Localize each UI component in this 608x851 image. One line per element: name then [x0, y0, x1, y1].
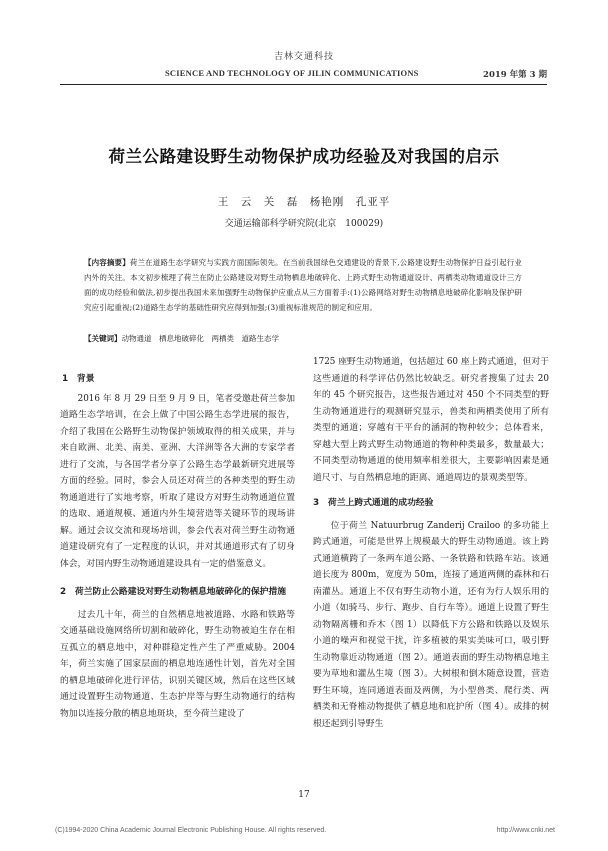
abstract-text: 荷兰在道路生态学研究与实践方面国际领先。在当前我国绿色交通建设的背景下,公路建设野生动物保护日益引起行业内外的关注。本文初步梳理了荷兰在防止公路建设对野生动物栖息地破碎化、上跨式野生动物通道设计、两栖类动物通道设计三方面的成功经验和做法,初步提出我国未来加强野生动物保护应重点从三方面着手:(1)公路网络对野生动物栖息地破碎化影响及保护研究应引起重视;(2)道路生态学的基础性研究应得到加强;(3)重视标准规范的制定和应用。: [84, 258, 522, 312]
authors: 王 云 关 磊 杨艳刚 孔亚平: [217, 196, 391, 208]
section-1-paragraph: 2016 年 8 月 29 日至 9 月 9 日，笔者受邀赴荷兰参加道路生态学培训，在会上做了中国公路生态学进展的报告，介绍了我国在公路野生动物保护领域取得的相关成果，并与来自欧洲、北美、南美、亚洲、大洋洲等各大洲的专家学者进行了交流，与各国学者分享了公路生态学最新研究进展等方面的经验。同时，参会人员还对荷兰的各种类型的野生动物通道进行了实地考察，听取了建设方对野生动物通道位置的选取、通道规模、通道内外生境营造等关键环节的现场讲解。通过会议交流和现场培训，参会代表对荷兰野生动物通道建设研究有了一定程度的认识，并对其通道形式有了切身体会，对国内野生动物通道建设具有一定的借鉴意义。: [60, 393, 295, 569]
keywords: [84, 331, 522, 346]
header-rule: [60, 84, 547, 85]
abstract-label: 【内容摘要】: [84, 258, 130, 267]
article-title: 荷兰公路建设野生动物保护成功经验及对我国的启示: [108, 147, 500, 166]
section-2-heading: 2 荷兰防止公路建设对野生动物栖息地破碎化的保护措施: [60, 587, 287, 597]
keywords-text: 动物通道 栖息地破碎化 两栖类 道路生态学: [121, 334, 279, 343]
copyright-footer: [55, 827, 555, 834]
abstract: [84, 255, 522, 315]
section-3-heading: 3 荷兰上跨式通道的成功经验: [313, 498, 434, 508]
right-column: [313, 354, 549, 732]
journal-name-en: SCIENCE AND TECHNOLOGY OF JILIN COMMUNICATIONS: [165, 68, 419, 78]
section-2-continued-paragraph: 1725 座野生动物通道，包括超过 60 座上跨式通道，但对于这些通道的科学评估仍然比较缺乏。研究者搜集了过去 20 年的 45 个研究报告，这些报告通过对 450 个不同类型的野生动物通道进行的观测研究显示，兽类和两栖类使用了所有类型的通道；穿越有干平台的涵洞的物种较少；总体看来，穿越大型上跨式野生动物通道的物种种类最多，数量最大；不同类型动物通道的使用频率相差很大，主要影响因素是通道尺寸、与自然栖息地的距离、通道周边的景观类型等。: [313, 357, 549, 483]
section-1-heading: 1 背景: [62, 374, 95, 384]
copyright-text: (C)1994-2020 China Academic Journal Electronic Publishing House. All rights reserved.: [55, 827, 327, 834]
keywords-label: 【关键词】: [84, 334, 122, 343]
section-3-paragraph: 位于荷兰 Natuurbrug Zanderij Crailoo 的多功能上跨式通道，可能是世界上规模最大的野生动物通道。该上跨式通道横跨了一条两车道公路、一条铁路和铁路车站。该通道长度为 800m，宽度为 50m，连接了通道两侧的森林和石南灌丛。通道上不仅有野生动物小道，还有为行人娱乐用的小道（如骑马、步行、跑步、自行车等）。通道上设置了野生动物隔离栅和乔木（图 1）以降低下方公路和铁路以及娱乐小道的噪声和视觉干扰，许多植被的果实美味可口，吸引野生动物靠近动物通道（图 2）。通道表面的野生动物栖息地主要为草地和灌丛生境（图 3）。大树根和倒木随意设置，营造野生环境，连同通道表面及两侧，为小型兽类、爬行类、两栖类和无脊椎动物提供了栖息地和庇护所（图 4）。成排的树根还起到引导野生: [313, 520, 549, 729]
affiliation: 交通运输部科学研究院(北京 100029): [224, 219, 384, 229]
left-column: [60, 371, 295, 722]
page-number: 17: [298, 790, 310, 800]
cnki-link[interactable]: http://www.cnki.net: [496, 827, 555, 834]
section-2-paragraph: 过去几十年，荷兰的自然栖息地被道路、水路和铁路等交通基础设施网络所切割和破碎化，野生动物被迫生存在相互孤立的栖息地中，对种群稳定性产生了严重威胁。2004 年，荷兰实施了国家层面的栖息地连通性计划，首先对全国的栖息地破碎化进行评估，识别关键区域，然后在这些区域通过设置野生动物通道、生态护岸等与野生动物通行的结构物加以连接分散的栖息地斑块，至今荷兰建设了: [60, 609, 295, 719]
issue-label: 2019 年第 3 期: [483, 70, 547, 80]
journal-name-cn: 吉林交通科技: [273, 52, 334, 62]
